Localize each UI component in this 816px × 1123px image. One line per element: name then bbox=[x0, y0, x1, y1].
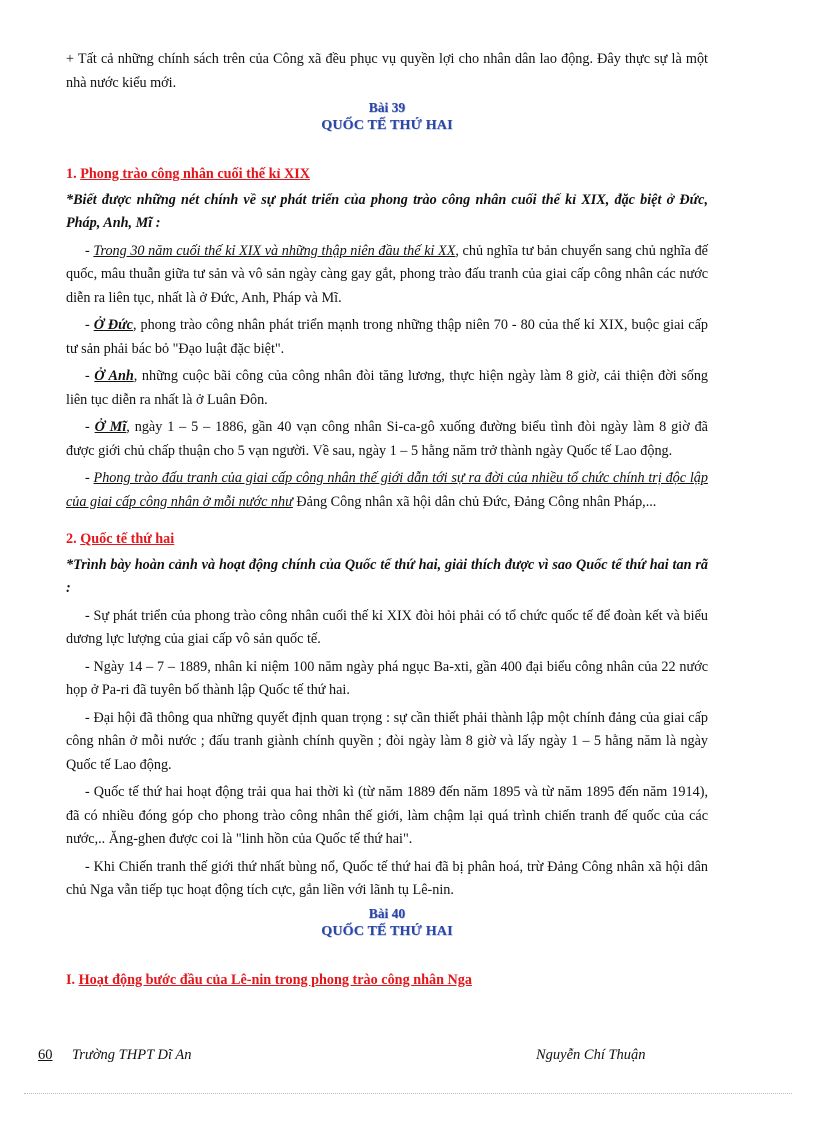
page-bottom-divider bbox=[24, 1093, 792, 1094]
lesson-40-header bbox=[66, 905, 708, 941]
section-1-heading bbox=[66, 163, 708, 187]
section-2-paragraph-1: - Sự phát triển của phong trào công nhân cuối thế kỉ XIX đòi hỏi phải có tổ chức quốc tế để đoàn kết và biểu dương lực lượng của giai cấp vô sản quốc tế. bbox=[66, 607, 708, 647]
page-number: 60 bbox=[38, 1047, 53, 1063]
dash: - bbox=[85, 317, 94, 333]
page-footer bbox=[38, 1047, 678, 1071]
section-1-paragraph-4 bbox=[66, 416, 708, 463]
dash: - bbox=[85, 419, 95, 435]
section-2-number: 2. bbox=[66, 531, 77, 547]
section-I-heading bbox=[66, 969, 708, 993]
section-I-title: Hoạt động bước đầu của Lê-nin trong phong trào công nhân Nga bbox=[78, 971, 472, 988]
section-1-title: Phong trào công nhân cuối thế kỉ XIX bbox=[80, 166, 310, 182]
section-2-objective: *Trình bày hoàn cảnh và hoạt động chính của Quốc tế thứ hai, giải thích được vì sao Quốc tế thứ hai tan rã : bbox=[66, 556, 708, 596]
emphasis-text: Ở Anh bbox=[94, 368, 134, 384]
emphasis-text: Ở Mĩ bbox=[94, 419, 127, 435]
section-1-objective: *Biết được những nét chính về sự phát triển của phong trào công nhân cuối thế kỉ XIX, đặc biệt ở Đức, Pháp, Anh, Mĩ : bbox=[66, 191, 708, 231]
section-2-paragraph-4: - Quốc tế thứ hai hoạt động trải qua hai thời kì (từ năm 1889 đến năm 1895 và từ năm 1895 đến năm 1914), đã có nhiều đóng góp cho phong trào công nhân thế giới, làm chậm lại quá trình chiến tranh đế quốc của các nước,.. Ăng-ghen được coi là "linh hồn của Quốc tế thứ hai". bbox=[66, 784, 708, 847]
section-2-paragraph-5: - Khi Chiến tranh thế giới thứ nhất bùng nổ, Quốc tế thứ hai đã bị phân hoá, trừ Đảng Công nhân xã hội dân chủ Nga vẫn tiếp tục hoạt động tích cực, gắn liền với lãnh tụ Lê-nin. bbox=[66, 858, 708, 898]
section-2-heading bbox=[66, 528, 708, 552]
emphasis-text: Ở Đức bbox=[93, 317, 133, 333]
emphasis-text: Trong 30 năm cuối thế kỉ XIX và những thập niên đầu thế kỉ XX bbox=[93, 242, 456, 259]
section-2-title: Quốc tế thứ hai bbox=[80, 531, 175, 547]
dash: - bbox=[85, 368, 95, 384]
section-I-number: I. bbox=[66, 971, 76, 988]
author-name: Nguyễn Chí Thuận bbox=[536, 1047, 646, 1063]
section-1-paragraph-1 bbox=[66, 240, 708, 311]
lesson-39-title: QUỐC TẾ THỨ HAI bbox=[321, 118, 453, 133]
section-2-paragraph-2: - Ngày 14 – 7 – 1889, nhân kỉ niệm 100 năm ngày phá ngục Ba-xti, gần 400 đại biểu công nhân của 22 nước họp ở Pa-ri đã tuyên bố thành lập Quốc tế thứ hai. bbox=[66, 658, 708, 698]
lesson-39-header bbox=[66, 99, 708, 135]
paragraph-text: , những cuộc bãi công của công nhân đòi tăng lương, thực hiện ngày làm 8 giờ, cải thiện đời sống liên tục diễn ra nhất là ở Luân Đôn. bbox=[66, 368, 709, 408]
dash: - bbox=[85, 470, 94, 486]
lesson-39-number: Bài 39 bbox=[368, 100, 406, 115]
section-1-paragraph-3 bbox=[66, 365, 708, 412]
dash: - bbox=[85, 242, 94, 259]
paragraph-text: , chủ nghĩa tư bản chuyển sang chủ nghĩa đế quốc, mâu thuẫn giữa tư sản và vô sản ngày càng gay gắt, phong trào đấu tranh của giai cấp công nhân các nước diễn ra liên tục, nhất là ở Đức, Anh, Pháp và Mĩ. bbox=[66, 242, 708, 306]
school-name: Trường THPT Dĩ An bbox=[72, 1047, 192, 1063]
section-1-number: 1. bbox=[66, 166, 77, 182]
section-1-paragraph-2 bbox=[66, 314, 708, 361]
paragraph-text: Đảng Công nhân xã hội dân chủ Đức, Đảng Công nhân Pháp,... bbox=[292, 493, 657, 510]
intro-paragraph: + Tất cả những chính sách trên của Công xã đều phục vụ quyền lợi cho nhân dân lao động. Đây thực sự là một nhà nước kiểu mới. bbox=[66, 51, 708, 91]
section-1-paragraph-5 bbox=[66, 467, 708, 514]
paragraph-text: , ngày 1 – 5 – 1886, gần 40 vạn công nhân Si-ca-gô xuống đường biểu tình đòi ngày làm 8 giờ đã được giới chủ chấp thuận cho 5 vạn người. Về sau, ngày 1 – 5 hằng năm trở thành ngày Quốc tế Lao động. bbox=[66, 419, 708, 459]
emphasis-text: Phong trào đấu tranh của giai cấp công nhân thế giới dẫn tới sự ra đời của nhiều tổ chức chính trị độc lập của giai cấp công nhân ở mỗi nước như bbox=[66, 470, 708, 510]
section-2-paragraph-3: - Đại hội đã thông qua những quyết định quan trọng : sự cần thiết phải thành lập một chính đảng của giai cấp công nhân ở mỗi nước ; đấu tranh giành chính quyền ; đòi ngày làm 8 giờ và lấy ngày 1 – 5 hằng năm là ngày Quốc tế Lao động. bbox=[66, 709, 708, 773]
document-page bbox=[66, 48, 708, 994]
lesson-40-title: QUỐC TẾ THỨ HAI bbox=[321, 923, 453, 939]
paragraph-text: , phong trào công nhân phát triển mạnh trong những thập niên 70 - 80 của thế kỉ XIX, buộc giai cấp tư sản phải bác bỏ "Đạo luật đặc biệt". bbox=[66, 317, 708, 357]
lesson-40-number: Bài 40 bbox=[368, 905, 406, 921]
